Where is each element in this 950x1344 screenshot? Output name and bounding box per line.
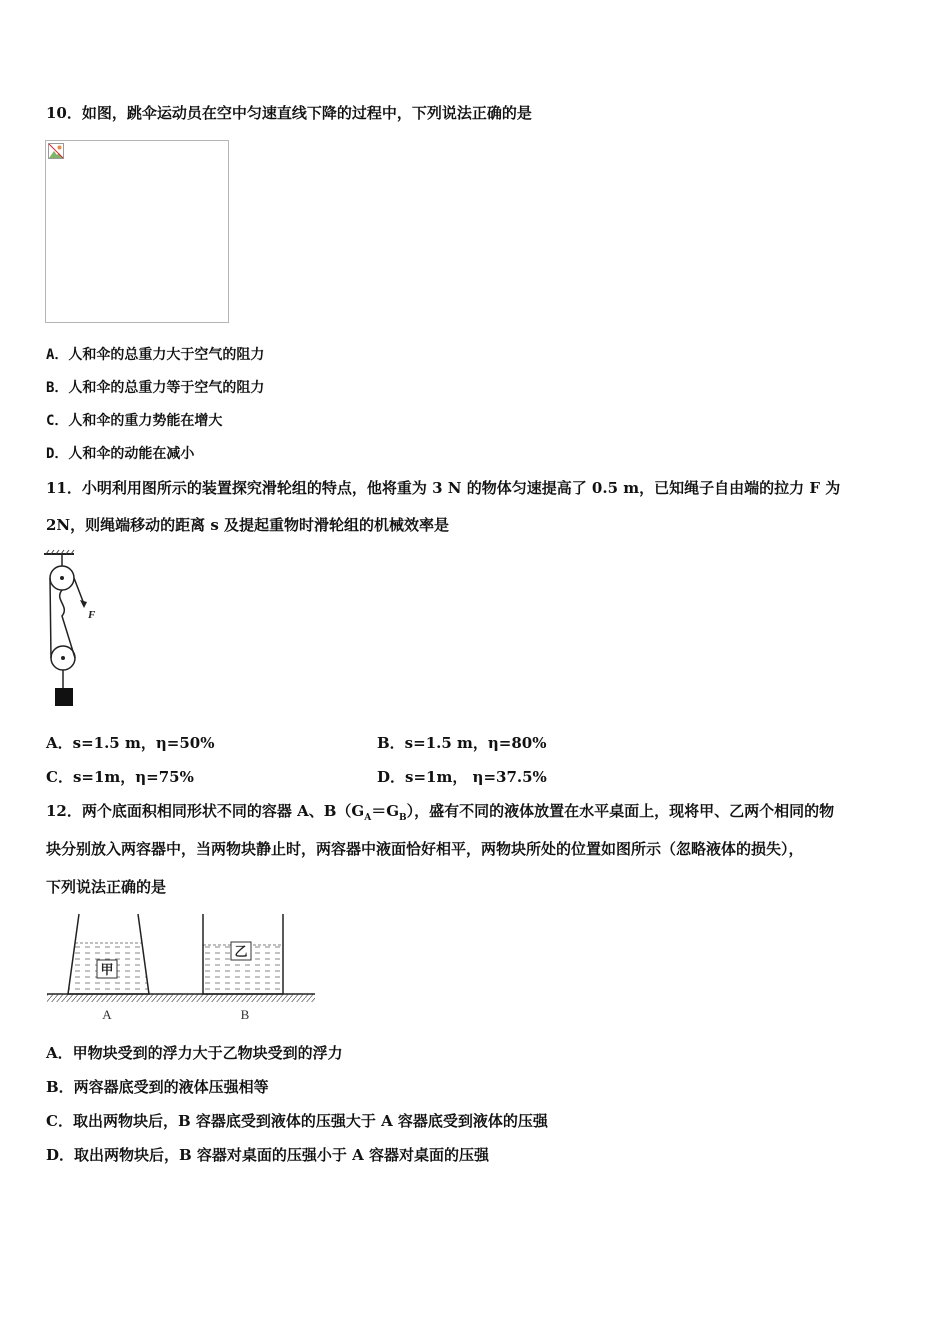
q11-option-d: D．s=1m， η=37.5% bbox=[377, 768, 547, 786]
rope-free-end bbox=[74, 578, 84, 604]
pulley-system-figure bbox=[40, 548, 110, 712]
q12-stem-line1: 12．两个底面积相同形状不同的容器 A、$B(G_A=G_B)$，盛有不同的液体放置在水平桌面上，现将甲、乙两个相同的物 bbox=[46, 802, 835, 823]
q12-option-d: D．取出两物块后，B 容器对桌面的压强小于 A 容器对桌面的压强 bbox=[46, 1146, 489, 1164]
container-b-label: B bbox=[240, 1007, 250, 1022]
block-yi-label: 乙 bbox=[234, 944, 248, 959]
q12-option-a: A．甲物块受到的浮力大于乙物块受到的浮力 bbox=[46, 1044, 343, 1062]
rope-middle bbox=[60, 590, 75, 658]
q12-option-c: C．取出两物块后，B 容器底受到液体的压强大于 A 容器底受到液体的压强 bbox=[46, 1112, 548, 1130]
q10-option-d: D．人和伞的动能在减小 bbox=[46, 446, 195, 462]
q12-option-b: B．两容器底受到的液体压强相等 bbox=[46, 1078, 269, 1096]
q11-option-c: C．s=1m，η=75% bbox=[46, 768, 194, 786]
containers-figure bbox=[45, 908, 320, 1026]
q10-option-b: B．人和伞的总重力等于空气的阻力 bbox=[46, 380, 265, 396]
q11-option-b: B．s=1.5 m，η=80% bbox=[377, 734, 547, 752]
broken-image-icon bbox=[48, 143, 64, 159]
q10-stem: 10．如图，跳伞运动员在空中匀速直线下降的过程中，下列说法正确的是 bbox=[46, 104, 532, 122]
force-label: F bbox=[88, 609, 96, 621]
q10-option-c: C．人和伞的重力势能在增大 bbox=[46, 413, 223, 429]
q11-stem-line2: 2N，则绳端移动的距离 s 及提起重物时滑轮组的机械效率是 bbox=[46, 516, 450, 534]
q11-stem-line1: 11．小明利用图所示的装置探究滑轮组的特点，他将重为 3 N 的物体匀速提高了 0.5 m，已知绳子自由端的拉力 F 为 bbox=[46, 479, 841, 497]
q11-option-a: A．s=1.5 m，η=50% bbox=[46, 734, 215, 752]
q10-figure-placeholder bbox=[45, 140, 229, 323]
weight-block bbox=[55, 688, 73, 706]
q10-option-a: A．人和伞的总重力大于空气的阻力 bbox=[46, 347, 265, 363]
force-arrow bbox=[80, 600, 87, 608]
rope-left bbox=[50, 578, 51, 658]
table-hatch bbox=[47, 994, 315, 1002]
q12-stem-line2: 块分别放入两容器中，当两物块静止时，两容器中液面恰好相平，两物块所处的位置如图所示（忽略液体的损失）， bbox=[46, 840, 804, 858]
container-a-label: A bbox=[102, 1007, 112, 1022]
q12-stem-line3: 下列说法正确的是 bbox=[46, 878, 167, 896]
block-jia-label: 甲 bbox=[100, 962, 114, 977]
